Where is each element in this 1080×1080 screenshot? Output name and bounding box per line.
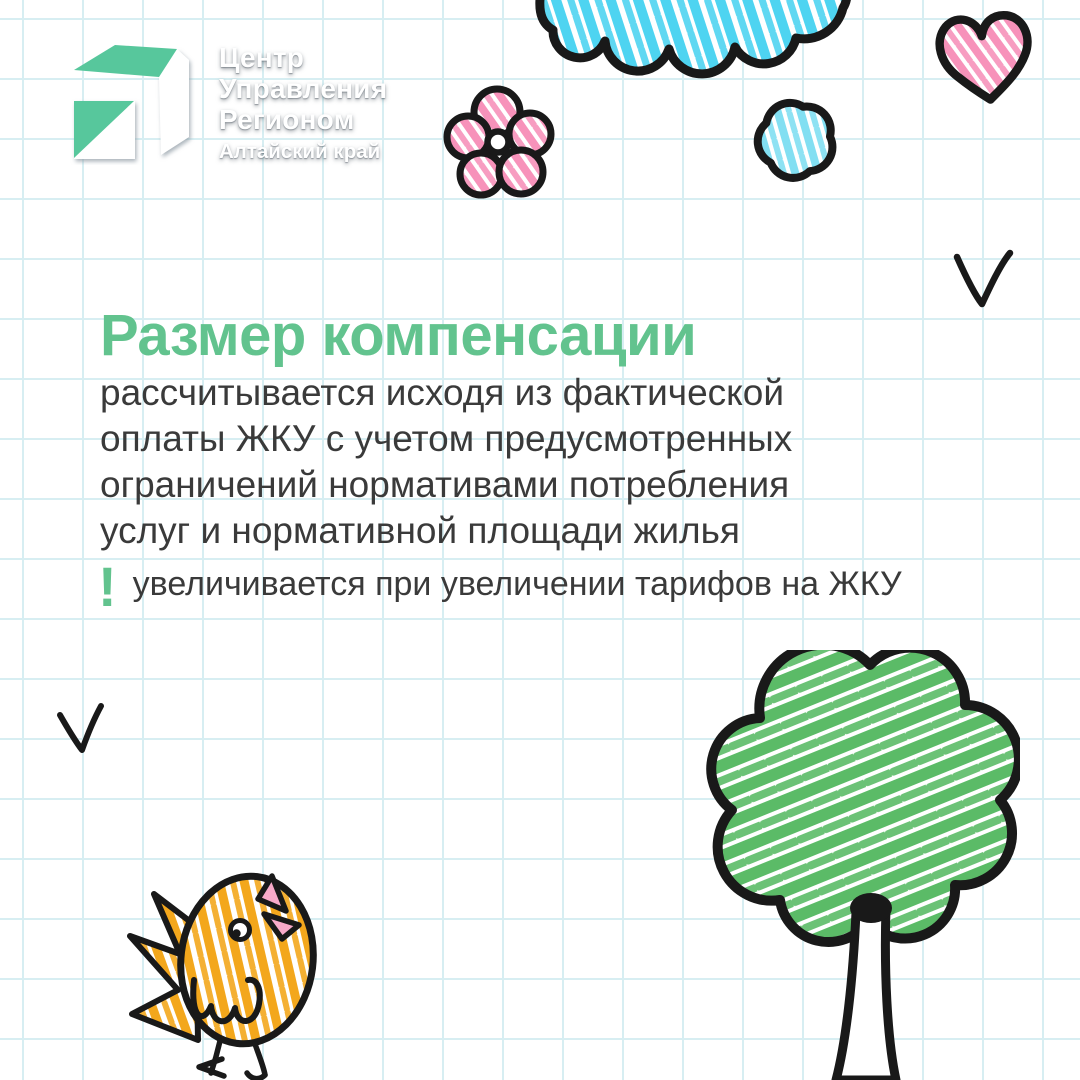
body-line: рассчитывается исходя из фактической: [100, 372, 785, 413]
page-title: Размер компенсации: [100, 303, 697, 368]
heart-doodle: [927, 1, 1041, 113]
logo-text: [219, 40, 387, 164]
bird-legs: [199, 1041, 265, 1079]
logo-title-line: Регионом: [219, 104, 355, 135]
note-text: увеличивается при увеличении тарифов на ЖКУ: [132, 565, 902, 604]
note: [98, 555, 902, 618]
tree-doodle: [690, 650, 1020, 1080]
pink-flower-doodle: [443, 82, 555, 200]
cloud-doodle: [535, 0, 855, 95]
checkmark-doodle-right: [950, 248, 1016, 312]
bird-doodle: [108, 868, 338, 1080]
blue-flower-doodle: [738, 88, 854, 194]
logo-mark-icon: [70, 40, 195, 165]
exclamation-mark-icon: !: [98, 555, 117, 618]
bird-eye: [231, 921, 250, 940]
logo-title-line: Центр: [219, 42, 305, 73]
body-line: ограничений нормативами потребления: [100, 464, 790, 505]
logo-region-label: Алтайский край: [219, 140, 381, 163]
body-line: услуг и нормативной площади жилья: [100, 510, 740, 551]
body-paragraph: [100, 370, 792, 554]
body-line: оплаты ЖКУ с учетом предусмотренных: [100, 418, 793, 459]
logo: [70, 40, 387, 165]
logo-title-line: Управления: [219, 73, 388, 104]
checkmark-doodle-left: [54, 700, 108, 758]
